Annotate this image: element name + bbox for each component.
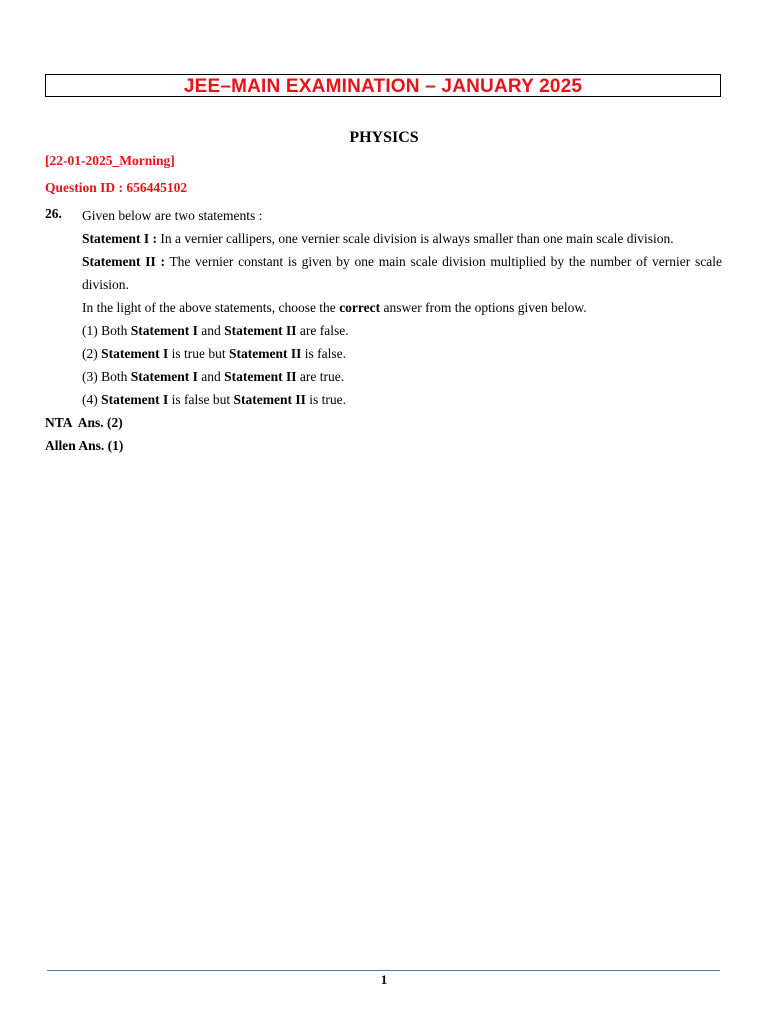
statement-2-label: Statement II : [82, 254, 165, 269]
option-4: (4) Statement I is false but Statement II is true. [82, 392, 346, 407]
statement-1-text: In a vernier callipers, one vernier scale division is always smaller than one main scale division. [156, 231, 674, 246]
statement-2-text: The vernier constant is given by one main scale division multiplied by the number of vernier scale division. [82, 254, 722, 292]
option-3: (3) Both Statement I and Statement II are true. [82, 369, 345, 384]
exam-title: JEE–MAIN EXAMINATION – JANUARY 2025 [183, 76, 583, 97]
instruction: In the light of the above statements, choose the correct answer from the options given below. [82, 300, 587, 315]
subject-heading: PHYSICS [349, 129, 419, 146]
session-label: [22-01-2025_Morning] [45, 153, 175, 168]
allen-answer: Allen Ans. (1) [45, 438, 124, 453]
page-number: 1 [380, 972, 388, 987]
option-2: (2) Statement I is true but Statement II is false. [82, 346, 346, 361]
statement-1 [82, 227, 722, 250]
statement-1-label: Statement I : [82, 231, 157, 246]
footer-divider [47, 970, 720, 971]
nta-answer: NTA Ans. (2) [45, 415, 123, 430]
question-number: 26. [45, 206, 62, 221]
header-box [45, 74, 721, 97]
question-intro: Given below are two statements : [82, 208, 263, 223]
question-body [82, 204, 722, 411]
answers-block [45, 411, 123, 457]
option-1: (1) Both Statement I and Statement II are false. [82, 323, 349, 338]
question-id: Question ID : 656445102 [45, 180, 188, 195]
statement-2 [82, 250, 722, 296]
